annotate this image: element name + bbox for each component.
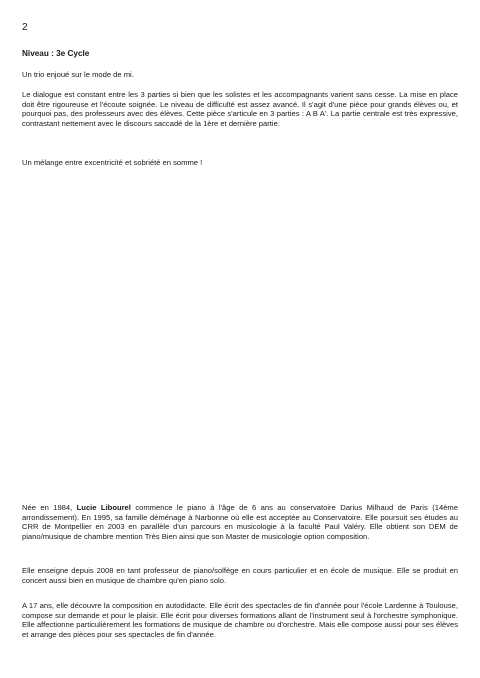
description-paragraph: Un mélange entre excentricité et sobriété en somme ! xyxy=(22,158,203,167)
bio-text: commence le piano à l'âge de 6 ans au conservatoire Darius Milhaud de Paris (14ème arrondissement). En 1995, sa famille déménage à Narbonne où elle est acceptée au Conservatoire. Elle poursuit ses études au CRR de Montpellier en 2003 en parallèle d'un parcours en musicologie à la faculté Paul Valéry. Elle obtient son DEM de piano/musique de chambre mention Très Bien ainsi que son Master de musicologie option composition. xyxy=(22,503,458,541)
description-conclusion xyxy=(22,158,458,168)
level-heading: Niveau : 3e Cycle xyxy=(22,49,90,58)
description-intro xyxy=(22,70,458,80)
description-paragraph: Un trio enjoué sur le mode de mi. xyxy=(22,70,134,79)
bio-paragraph-3 xyxy=(22,601,458,639)
bio-paragraph: Elle enseigne depuis 2008 en tant professeur de piano/solfège en cours particulier et en école de musique. Elle se produit en concert aussi bien en musique de chambre qu'en piano solo. xyxy=(22,566,458,585)
bio-intro: Née en 1984, xyxy=(22,503,77,512)
page-number: 2 xyxy=(22,22,28,33)
bio-paragraph-1 xyxy=(22,503,458,541)
description-body xyxy=(22,90,458,128)
description-paragraph: Le dialogue est constant entre les 3 parties si bien que les solistes et les accompagnants varient sans cesse. La mise en place doit être rigoureuse et l'écoute soignée. Le niveau de difficulté est assez avancé. Il s'agit d'une pièce pour grands élèves ou, et pourquoi pas, des professeurs avec des élèves. Cette pièce s'articule en 3 parties : A B A'. La partie centrale est très expressive, contrastant nettement avec le discours saccadé de la 1ère et dernière partie. xyxy=(22,90,458,128)
bio-paragraph: A 17 ans, elle découvre la composition en autodidacte. Elle écrit des spectacles de fin d'année pour l'école Lardenne à Toulouse, compose sur demande et pour le plaisir. Elle écrit pour diverses formations allant de l'instrument seul à l'orchestre symphonique. Elle affectionne particulièrement les formations de musique de chambre ou d'orchestre. Mais elle compose aussi pour ses élèves et arrange des pièces pour ses spectacles de fin d'année. xyxy=(22,601,458,639)
bio-paragraph xyxy=(22,503,458,541)
bio-paragraph-2 xyxy=(22,566,458,585)
author-name: Lucie Libourel xyxy=(76,503,131,512)
